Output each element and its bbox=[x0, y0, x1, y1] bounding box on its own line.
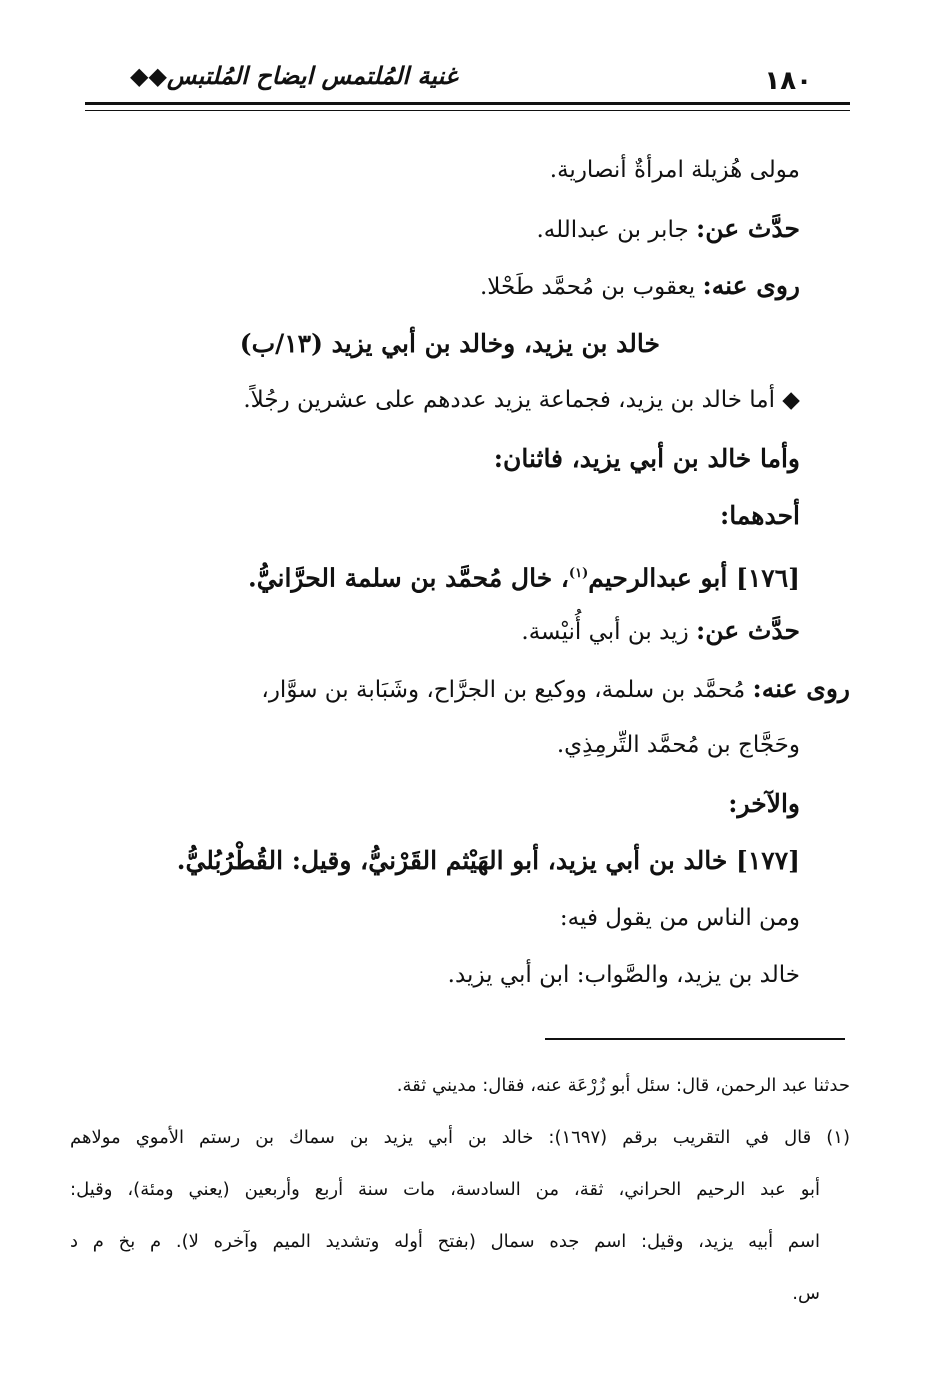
line-text: يعقوب بن مُحمَّد طَحْلا. bbox=[479, 274, 703, 300]
main-text bbox=[85, 142, 850, 1005]
header-rule-thick bbox=[85, 102, 850, 105]
entry-text: [١٧٦] أبو عبدالرحيم bbox=[588, 562, 800, 592]
line-label: روى عنه: bbox=[702, 271, 800, 300]
text-line bbox=[85, 660, 850, 718]
line-label: حدَّث عن: bbox=[696, 213, 800, 243]
text-line bbox=[85, 717, 800, 775]
subheading-text: أحدهما: bbox=[719, 501, 800, 530]
heading-text: خالد بن يزيد، وخالد بن أبي يزيد (١٣/ب) bbox=[239, 328, 660, 358]
text-line bbox=[85, 142, 800, 200]
entry-text-continued: ، خال مُحمَّد بن سلمة الحرَّانيُّ. bbox=[247, 562, 569, 592]
line-text: ومن الناس من يقول فيه: bbox=[559, 904, 800, 931]
text-line bbox=[85, 890, 800, 948]
text-line bbox=[85, 947, 800, 1005]
entry-text: [١٧٧] خالد بن أبي يزيد، أبو الهَيْثم القَرْنيُّ، وقيل: القُطْرُبُليُّ. bbox=[176, 846, 800, 875]
page-number: ١٨٠ bbox=[764, 66, 812, 96]
section-heading bbox=[85, 315, 800, 373]
line-text: زيد بن أبي أُنيْسة. bbox=[521, 619, 696, 645]
subheading bbox=[85, 430, 800, 488]
text-line bbox=[85, 257, 800, 315]
line-text: خالد بن يزيد، والصَّواب: ابن أبي يزيد. bbox=[447, 962, 800, 988]
entry-heading bbox=[85, 545, 800, 603]
line-text: وحَجَّاج بن مُحمَّد التِّرمِذِي. bbox=[556, 732, 800, 758]
footnote-marker[interactable]: (١) bbox=[568, 565, 589, 581]
entry-heading bbox=[85, 832, 800, 890]
footnote-line: (١) قال في التقريب برقم (١٦٩٧): خالد بن أبي يزيد بن سماك بن رستم الأموي مولاهم bbox=[70, 1127, 850, 1148]
text-line bbox=[85, 200, 800, 258]
footnote-separator bbox=[545, 1038, 845, 1040]
footnotes bbox=[70, 1060, 850, 1320]
text-line bbox=[85, 602, 800, 660]
line-label: حدَّث عن: bbox=[696, 616, 800, 645]
subheading bbox=[85, 487, 800, 545]
text-line bbox=[85, 372, 800, 430]
line-text: ◆ أما خالد بن يزيد، فجماعة يزيد عددهم على عشرين رجُلاً. bbox=[243, 387, 800, 413]
line-text: مُحمَّد بن سلمة، ووكيع بن الجرَّاح، وشَبَابة بن سوَّار، bbox=[261, 676, 753, 703]
line-text: مولى هُزيلة امرأةٌ أنصارية. bbox=[549, 157, 800, 183]
footnote-line: أبو عبد الرحيم الحراني، ثقة، من السادسة، مات سنة أربع وأربعين (يعني ومئة)، وقيل: bbox=[70, 1179, 820, 1200]
footnote-line: س. bbox=[792, 1283, 820, 1304]
footnote-line: حدثنا عبد الرحمن، قال: سئل أبو زُرْعَة عنه، فقال: مديني ثقة. bbox=[396, 1075, 850, 1096]
header-rule-thin bbox=[85, 110, 850, 111]
running-title: غنية المُلتمس ايضاح المُلتبس◆◆ bbox=[130, 62, 458, 90]
footnote-line: اسم أبيه يزيد، وقيل: اسم جده سمال (بفتح أوله وتشديد الميم وآخره لا). م بخ م د bbox=[70, 1231, 820, 1252]
subheading-text: وأما خالد بن أبي يزيد، فاثنان: bbox=[493, 443, 800, 473]
subheading-text: والآخر: bbox=[728, 788, 800, 818]
line-label: روى عنه: bbox=[752, 673, 850, 703]
line-text: جابر بن عبدالله. bbox=[536, 216, 696, 243]
subheading bbox=[85, 775, 800, 833]
page-header bbox=[85, 58, 850, 98]
